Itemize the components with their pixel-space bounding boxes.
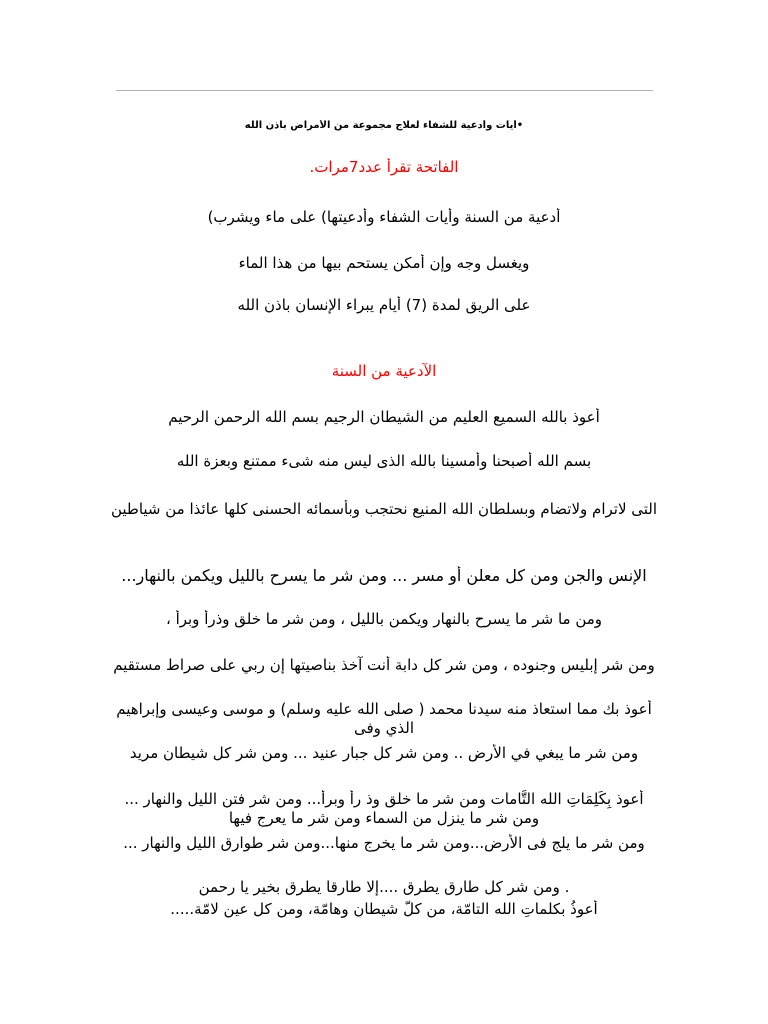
section-title: الآدعية من السنة [331,362,437,380]
dua-line-11: . ومن شر كل طارق يطرق ....إلا طارقا يطرق بخير يا رحمن [198,878,570,896]
dua-line-9: أعوذ بِكَلِمَاتِ الله التَّامات ومن شر ما خلق وذ رأ وبرأ... ومن شر فتن الليل والنهار ... ومن شر ما ينزل من السماء ومن شر ما يعرج فيها [124,790,644,827]
intro-line-2: ويغسل وجه وإن أمكن يستحم بيها من هذا الماء [238,254,530,272]
dua-line-8: ومن شر ما يبغي في الأرض .. ومن شر كل جبار عنيد ... ومن شر كل شيطان مريد [129,744,639,762]
dua-line-7: أعوذ بك مما استعاذ منه سيدنا محمد ( صلى الله عليه وسلم) و موسى وعيسى وإبراهيم الذي وفى [116,700,652,737]
dua-line-4: الإنس والجن ومن كل معلن أو مسر ... ومن شر ما يسرح بالليل ويكمن بالنهار... [121,566,647,585]
dua-line-10: ومن شر ما يلج فى الأرض...ومن شر ما يخرج منها...ومن شر طوارق الليل والنهار ... [123,834,645,852]
intro-line-3: على الريق لمدة (7) أيام يبراء الإنسان باذن الله [237,296,531,314]
top-divider [116,90,653,91]
dua-line-3: التى لاترام ولاتضام وبسلطان الله المنيع نحتجب وبأسمائه الحسنى كلها عائذا من شياطين [110,500,658,518]
dua-line-2: بسم الله أصبحنا وأمسينا بالله الذى ليس منه شىء ممتنع وبعزة الله [176,452,592,470]
fatiha-instruction: الفاتحة تقرأ عدد7مرات. [309,158,459,176]
dua-line-5: ومن ما شر ما يسرح بالنهار ويكمن بالليل ، ومن شر ما خلق وذرأ وبرأ ، [165,610,603,628]
intro-line-1: أدعية من السنة وأيات الشفاء وأدعيتها) على ماء ويشرب) [207,208,561,226]
dua-line-1: أعوذ بالله السميع العليم من الشيطان الرجيم بسم الله الرحمن الرحيم [168,408,600,426]
dua-line-12: أعوذُ بكلماتِ الله التامّة، من كلّ شيطانٍ وهامّة، ومن كل عينٍ لامّة..... [170,900,598,918]
document-header: •أيات وأدعية للشفاء لعلاج مجموعة من الأمراض باذن الله [244,120,524,131]
dua-line-6: ومن شر إبليس وجنوده ، ومن شر كل دابة أنت آخذ بناصيتها إن ربي على صراط مستقيم [113,656,655,674]
